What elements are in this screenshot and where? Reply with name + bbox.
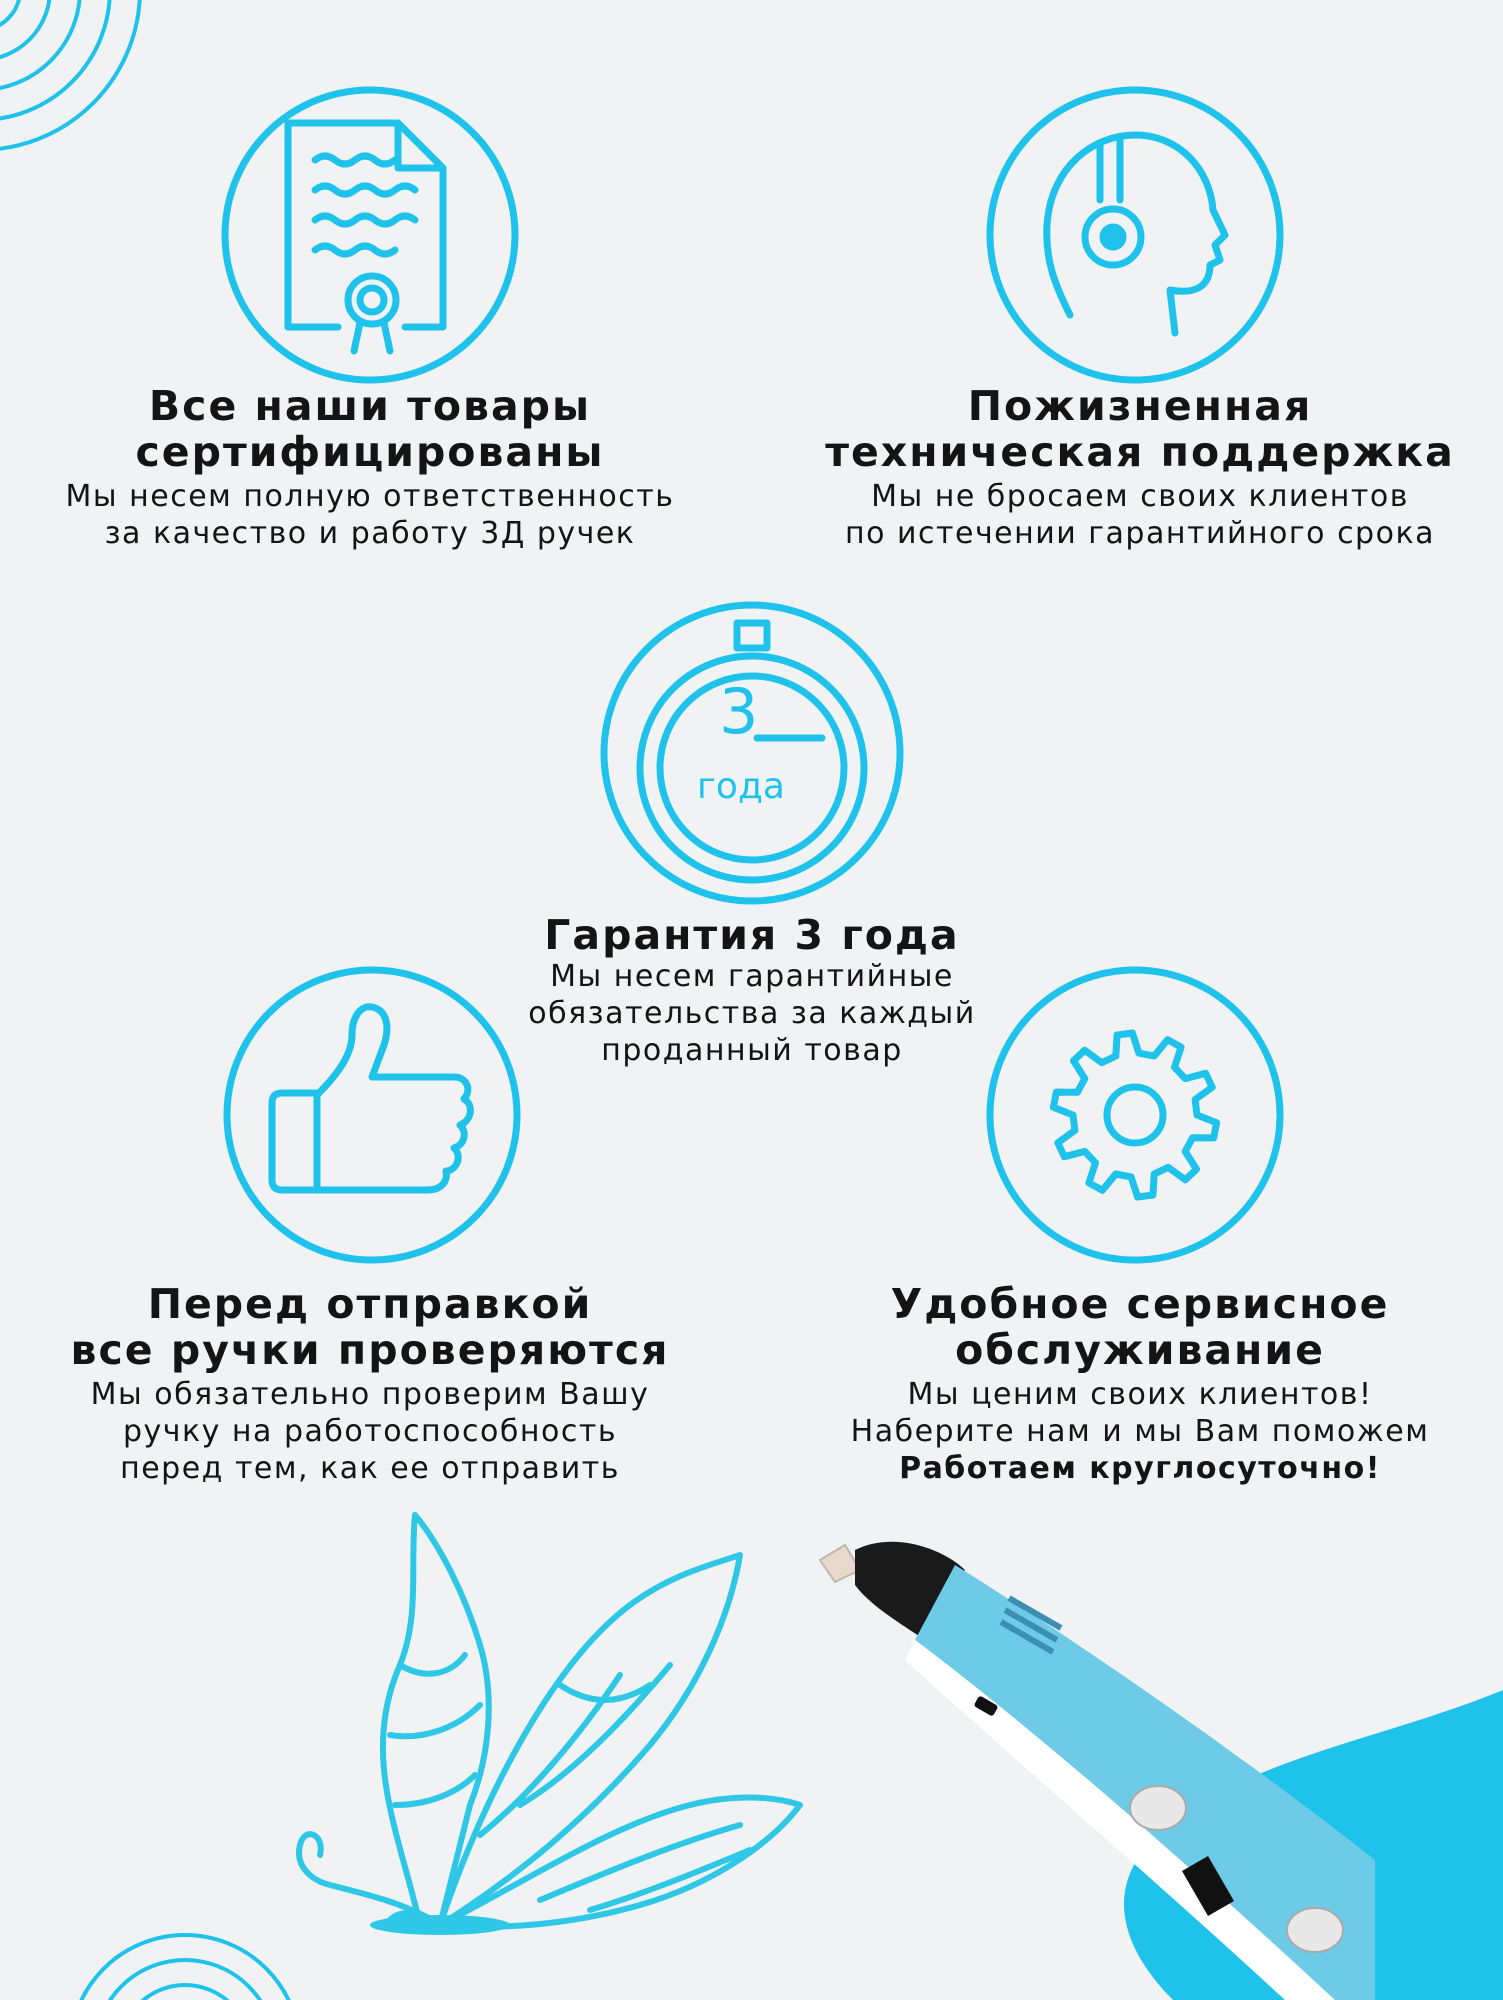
feature-title-warranty: Гарантия 3 года xyxy=(544,911,960,959)
feature-title-checked: Перед отправкой все ручки проверяются xyxy=(70,1280,670,1374)
certificate-icon xyxy=(220,85,520,385)
svg-text:3: 3 xyxy=(719,675,759,748)
thumbs-up-icon xyxy=(222,965,522,1265)
3d-pen-image xyxy=(815,1530,1375,2000)
feature-title-support: Пожизненная техническая поддержка xyxy=(825,382,1455,476)
feature-title-certified: Все наши товары сертифицированы xyxy=(135,382,605,476)
feature-desc-certified: Мы несем полную ответственность за качество и работу 3Д ручек xyxy=(65,479,675,551)
decorative-arcs-top xyxy=(0,0,160,180)
feature-desc-checked: Мы обязательно проверим Вашу ручку на работоспособность перед тем, как ее отправить xyxy=(90,1377,650,1486)
stopwatch-3-years-icon xyxy=(597,598,907,908)
headset-support-icon xyxy=(985,85,1285,385)
feature-title-service: Удобное сервисное обслуживание xyxy=(890,1280,1390,1374)
feature-desc-warranty: Мы несем гарантийные обязательства за каждый проданный товар xyxy=(528,959,976,1068)
decorative-arcs-bottom xyxy=(70,1910,300,2000)
gear-icon xyxy=(985,965,1285,1265)
feature-desc-support: Мы не бросаем своих клиентов по истечении гарантийного срока xyxy=(845,479,1435,551)
butterfly-3d-drawing xyxy=(290,1505,810,1945)
svg-text:года: года xyxy=(697,766,785,807)
feature-desc-service: Мы ценим своих клиентов! Наберите нам и мы Вам поможем Работаем круглосуточно! xyxy=(850,1377,1430,1486)
